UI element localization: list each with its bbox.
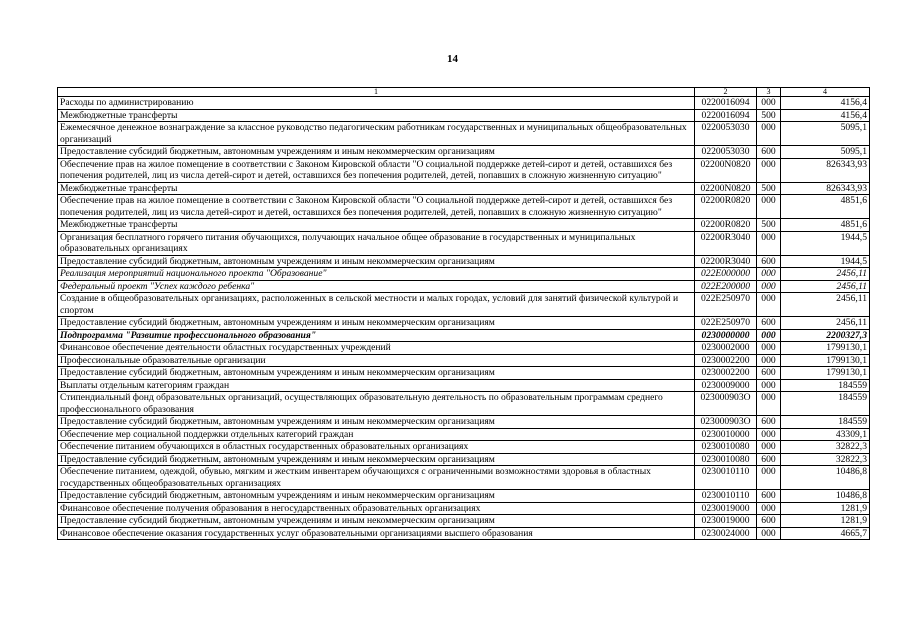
table-row	[58, 255, 870, 268]
row-name-cell: Предоставление субсидий бюджетным, автономным учреждениям и иным некоммерческим организациям	[58, 317, 695, 330]
row-vr-cell: 000	[757, 428, 781, 441]
row-name-cell: Выплаты отдельным категориям граждан	[58, 379, 695, 392]
row-code-cell: 02200N0820	[695, 182, 757, 195]
table-row	[58, 453, 870, 466]
table-row	[58, 97, 870, 110]
row-vr-cell: 000	[757, 195, 781, 219]
row-name-cell: Межбюджетные трансферты	[58, 219, 695, 232]
table-row	[58, 231, 870, 255]
row-name-cell: Предоставление субсидий бюджетным, автономным учреждениям и иным некоммерческим организациям	[58, 515, 695, 528]
row-code-cell: 02200R3040	[695, 231, 757, 255]
row-vr-cell: 000	[757, 441, 781, 454]
table-row	[58, 515, 870, 528]
row-code-cell: 022E200000	[695, 280, 757, 293]
row-code-cell: 0230010080	[695, 453, 757, 466]
row-name-cell: Обеспечение прав на жилое помещение в соответствии с Законом Кировской области "О социальной поддержке детей-сирот и детей, оставшихся без попечения родителей, лиц из числа детей-сирот и детей, оставшихся без попечения родителей, детей, попавших в сложную жизненную ситуацию"	[58, 195, 695, 219]
row-amount-cell: 1799130,1	[781, 354, 870, 367]
row-amount-cell: 32822,3	[781, 453, 870, 466]
row-name-cell: Обеспечение прав на жилое помещение в соответствии с Законом Кировской области "О социальной поддержке детей-сирот и детей, оставшихся без попечения родителей, лиц из числа детей-сирот и детей, оставшихся без попечения родителей, детей, попавших в сложную жизненную ситуацию"	[58, 158, 695, 182]
row-vr-cell: 000	[757, 342, 781, 355]
row-amount-cell: 4851,6	[781, 195, 870, 219]
table-row	[58, 280, 870, 293]
table-row	[58, 109, 870, 122]
row-name-cell: Профессиональные образовательные организации	[58, 354, 695, 367]
row-amount-cell: 5095,1	[781, 146, 870, 159]
row-vr-cell: 000	[757, 466, 781, 490]
row-amount-cell: 184559	[781, 392, 870, 416]
table-row	[58, 158, 870, 182]
row-code-cell: 0230002200	[695, 367, 757, 380]
row-vr-cell: 000	[757, 502, 781, 515]
table-row	[58, 219, 870, 232]
row-vr-cell: 000	[757, 527, 781, 540]
table-row	[58, 502, 870, 515]
row-amount-cell: 10486,8	[781, 466, 870, 490]
table-row	[58, 466, 870, 490]
row-code-cell: 0230000000	[695, 329, 757, 342]
row-amount-cell: 4851,6	[781, 219, 870, 232]
table-row	[58, 392, 870, 416]
row-code-cell: 0230024000	[695, 527, 757, 540]
row-name-cell: Ежемесячное денежное вознаграждение за классное руководство педагогическим работникам государственных и муниципальных общеобразовательных организаций	[58, 122, 695, 146]
row-code-cell: 0220053030	[695, 146, 757, 159]
row-vr-cell: 500	[757, 109, 781, 122]
table-row	[58, 317, 870, 330]
row-vr-cell: 600	[757, 317, 781, 330]
row-code-cell: 0230010110	[695, 466, 757, 490]
row-amount-cell: 184559	[781, 379, 870, 392]
row-name-cell: Предоставление субсидий бюджетным, автономным учреждениям и иным некоммерческим организациям	[58, 453, 695, 466]
row-amount-cell: 1799130,1	[781, 342, 870, 355]
table-row	[58, 293, 870, 317]
table-row	[58, 367, 870, 380]
table-row	[58, 146, 870, 159]
row-amount-cell: 184559	[781, 416, 870, 429]
row-name-cell: Расходы по администрированию	[58, 97, 695, 110]
row-amount-cell: 826343,93	[781, 158, 870, 182]
row-code-cell: 02200R0820	[695, 195, 757, 219]
table-row	[58, 268, 870, 281]
table-row	[58, 122, 870, 146]
table-row	[58, 441, 870, 454]
row-code-cell: 0230009000	[695, 379, 757, 392]
header-col-2: 2	[695, 88, 757, 97]
row-code-cell: 0220016094	[695, 97, 757, 110]
row-code-cell: 0230019000	[695, 502, 757, 515]
page-number: 14	[447, 53, 458, 65]
row-code-cell: 0220053030	[695, 122, 757, 146]
row-amount-cell: 10486,8	[781, 490, 870, 503]
table-row	[58, 342, 870, 355]
row-amount-cell: 2456,11	[781, 317, 870, 330]
row-code-cell: 02200N0820	[695, 158, 757, 182]
table-row	[58, 490, 870, 503]
row-vr-cell: 000	[757, 354, 781, 367]
row-name-cell: Финансовое обеспечение деятельности областных государственных учреждений	[58, 342, 695, 355]
row-vr-cell: 600	[757, 453, 781, 466]
header-col-1: 1	[58, 88, 695, 97]
row-name-cell: Обеспечение мер социальной поддержки отдельных категорий граждан	[58, 428, 695, 441]
row-code-cell: 0230002000	[695, 342, 757, 355]
row-name-cell: Создание в общеобразовательных организациях, расположенных в сельской местности и малых городах, условий для занятий физической культурой и спортом	[58, 293, 695, 317]
row-amount-cell: 1799130,1	[781, 367, 870, 380]
row-name-cell: Финансовое обеспечение получения образования в негосударственных образовательных организациях	[58, 502, 695, 515]
row-amount-cell: 2200327,3	[781, 329, 870, 342]
row-amount-cell: 826343,93	[781, 182, 870, 195]
table-row	[58, 195, 870, 219]
row-vr-cell: 000	[757, 158, 781, 182]
row-name-cell: Стипендиальный фонд образовательных организаций, осуществляющих образовательную деятельность по образовательным программам среднего профессионального образования	[58, 392, 695, 416]
row-amount-cell: 2456,11	[781, 280, 870, 293]
row-vr-cell: 600	[757, 146, 781, 159]
row-name-cell: Межбюджетные трансферты	[58, 109, 695, 122]
row-amount-cell: 1281,9	[781, 502, 870, 515]
row-name-cell: Предоставление субсидий бюджетным, автономным учреждениям и иным некоммерческим организациям	[58, 146, 695, 159]
table-row	[58, 416, 870, 429]
row-code-cell: 0230019000	[695, 515, 757, 528]
row-vr-cell: 000	[757, 379, 781, 392]
row-code-cell: 0220016094	[695, 109, 757, 122]
row-amount-cell: 1944,5	[781, 255, 870, 268]
row-vr-cell: 500	[757, 219, 781, 232]
row-name-cell: Межбюджетные трансферты	[58, 182, 695, 195]
row-code-cell: 0230010080	[695, 441, 757, 454]
table-row	[58, 379, 870, 392]
table-row	[58, 329, 870, 342]
table-row	[58, 527, 870, 540]
row-amount-cell: 1944,5	[781, 231, 870, 255]
row-vr-cell: 600	[757, 515, 781, 528]
row-amount-cell: 2456,11	[781, 268, 870, 281]
header-row	[58, 88, 870, 97]
row-name-cell: Подпрограмма "Развитие профессионального образования"	[58, 329, 695, 342]
row-vr-cell: 000	[757, 97, 781, 110]
row-amount-cell: 4665,7	[781, 527, 870, 540]
row-vr-cell: 600	[757, 367, 781, 380]
row-vr-cell: 000	[757, 122, 781, 146]
row-vr-cell: 000	[757, 268, 781, 281]
row-name-cell: Обеспечение питанием, одеждой, обувью, мягким и жестким инвентарем обучающихся с ограниченными возможностями здоровья в областных государственных общеобразовательных организациях	[58, 466, 695, 490]
row-vr-cell: 000	[757, 231, 781, 255]
row-amount-cell: 4156,4	[781, 97, 870, 110]
row-code-cell: 02200R0820	[695, 219, 757, 232]
row-vr-cell: 600	[757, 490, 781, 503]
row-code-cell: 0230002200	[695, 354, 757, 367]
row-code-cell: 0230010000	[695, 428, 757, 441]
row-code-cell: 02200R3040	[695, 255, 757, 268]
row-amount-cell: 43309,1	[781, 428, 870, 441]
row-name-cell: Федеральный проект "Успех каждого ребенка"	[58, 280, 695, 293]
row-name-cell: Предоставление субсидий бюджетным, автономным учреждениям и иным некоммерческим организациям	[58, 490, 695, 503]
table-row	[58, 182, 870, 195]
row-name-cell: Обеспечение питанием обучающихся в областных государственных образовательных организациях	[58, 441, 695, 454]
row-vr-cell: 000	[757, 329, 781, 342]
table-row	[58, 428, 870, 441]
table-row	[58, 354, 870, 367]
row-vr-cell: 500	[757, 182, 781, 195]
row-vr-cell: 600	[757, 255, 781, 268]
row-code-cell: 023000903О	[695, 392, 757, 416]
row-code-cell: 022E000000	[695, 268, 757, 281]
row-amount-cell: 1281,9	[781, 515, 870, 528]
row-amount-cell: 2456,11	[781, 293, 870, 317]
row-vr-cell: 000	[757, 280, 781, 293]
row-amount-cell: 32822,3	[781, 441, 870, 454]
row-vr-cell: 000	[757, 293, 781, 317]
row-name-cell: Предоставление субсидий бюджетным, автономным учреждениям и иным некоммерческим организациям	[58, 255, 695, 268]
row-vr-cell: 600	[757, 416, 781, 429]
row-code-cell: 022E250970	[695, 317, 757, 330]
header-col-3: 3	[757, 88, 781, 97]
row-name-cell: Предоставление субсидий бюджетным, автономным учреждениям и иным некоммерческим организациям	[58, 416, 695, 429]
row-name-cell: Реализация мероприятий национального проекта "Образование"	[58, 268, 695, 281]
row-amount-cell: 5095,1	[781, 122, 870, 146]
row-code-cell: 022E250970	[695, 293, 757, 317]
row-vr-cell: 000	[757, 392, 781, 416]
row-name-cell: Финансовое обеспечение оказания государственных услуг образовательными организациями высшего образования	[58, 527, 695, 540]
row-code-cell: 0230010110	[695, 490, 757, 503]
header-col-4: 4	[781, 88, 870, 97]
budget-table	[57, 87, 870, 540]
row-code-cell: 023000903О	[695, 416, 757, 429]
row-name-cell: Предоставление субсидий бюджетным, автономным учреждениям и иным некоммерческим организациям	[58, 367, 695, 380]
row-name-cell: Организация бесплатного горячего питания обучающихся, получающих начальное общее образование в государственных и муниципальных образовательных организациях	[58, 231, 695, 255]
row-amount-cell: 4156,4	[781, 109, 870, 122]
